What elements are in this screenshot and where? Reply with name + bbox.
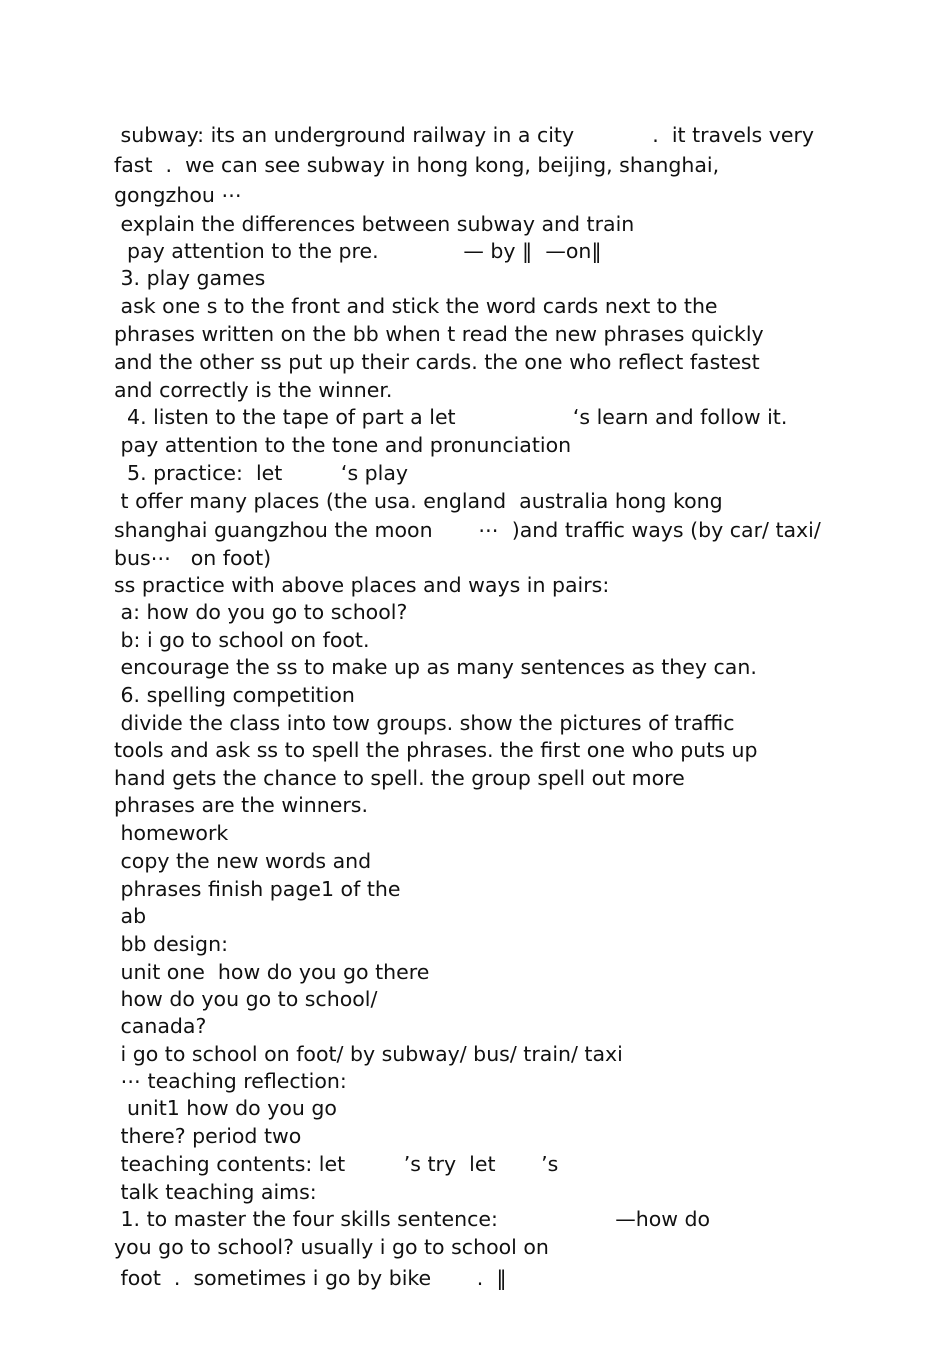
text-line: explain the differences between subway and train <box>114 212 635 236</box>
text-line: a: how do you go to school? <box>114 600 408 624</box>
text-line: and the other ss put up their cards. the one who reflect fastest <box>114 350 760 374</box>
section-heading: unit1 how do you go <box>114 1096 337 1120</box>
text-line: ab <box>114 904 147 928</box>
section-heading: 4. listen to the tape of part a let ‘s learn and follow it. <box>114 405 788 429</box>
text-line: teaching contents: let ’s try let ’s <box>114 1152 559 1176</box>
text-line: t offer many places (the usa. england australia hong kong <box>114 489 723 513</box>
text-line: ask one s to the front and stick the word cards next to the <box>114 294 718 318</box>
text-line: pay attention to the tone and pronunciation <box>114 433 572 457</box>
text-line: b: i go to school on foot. <box>114 628 370 652</box>
section-heading: 5. practice: let ‘s play <box>114 461 409 485</box>
text-line: canada? <box>114 1014 207 1038</box>
text-line: tools and ask ss to spell the phrases. the first one who puts up <box>114 738 758 762</box>
section-heading: 3. play games <box>114 266 266 290</box>
text-line: foot . sometimes i go by bike . ‖ <box>114 1266 507 1290</box>
text-line: shanghai guangzhou the moon ⋯ )and traffic ways (by car/ taxi/ <box>114 518 821 542</box>
text-line: and correctly is the winner. <box>114 378 393 402</box>
text-line: encourage the ss to make up as many sentences as they can. <box>114 655 757 679</box>
text-line: unit one how do you go there <box>114 960 430 984</box>
text-line: there? period two <box>114 1124 302 1148</box>
text-line: pay attention to the pre. — by ‖ —on‖ <box>114 239 602 263</box>
text-line: phrases are the winners. <box>114 793 368 817</box>
text-line: divide the class into tow groups. show the pictures of traffic <box>114 711 735 735</box>
text-line: subway: its an underground railway in a city . it travels very <box>114 123 815 147</box>
text-line: copy the new words and <box>114 849 372 873</box>
text-line: ⋯ teaching reflection: <box>114 1069 347 1093</box>
text-line: ss practice with above places and ways in pairs: <box>114 573 610 597</box>
text-line: hand gets the chance to spell. the group spell out more <box>114 766 685 790</box>
text-line: talk teaching aims: <box>114 1180 317 1204</box>
section-heading: 6. spelling competition <box>114 683 355 707</box>
text-line: i go to school on foot/ by subway/ bus/ train/ taxi <box>114 1042 623 1066</box>
section-heading: bb design: <box>114 932 228 956</box>
text-line: bus⋯ on foot) <box>114 546 272 570</box>
text-line: you go to school? usually i go to school on <box>114 1235 549 1259</box>
text-line: fast . we can see subway in hong kong, beijing, shanghai, <box>114 153 720 177</box>
section-heading: homework <box>114 821 229 845</box>
text-line: phrases written on the bb when t read the new phrases quickly <box>114 322 764 346</box>
text-line: phrases finish page1 of the <box>114 877 401 901</box>
text-line: gongzhou ⋯ <box>114 183 242 207</box>
text-line: 1. to master the four skills sentence: —how do <box>114 1207 711 1231</box>
text-line: how do you go to school/ <box>114 987 378 1011</box>
